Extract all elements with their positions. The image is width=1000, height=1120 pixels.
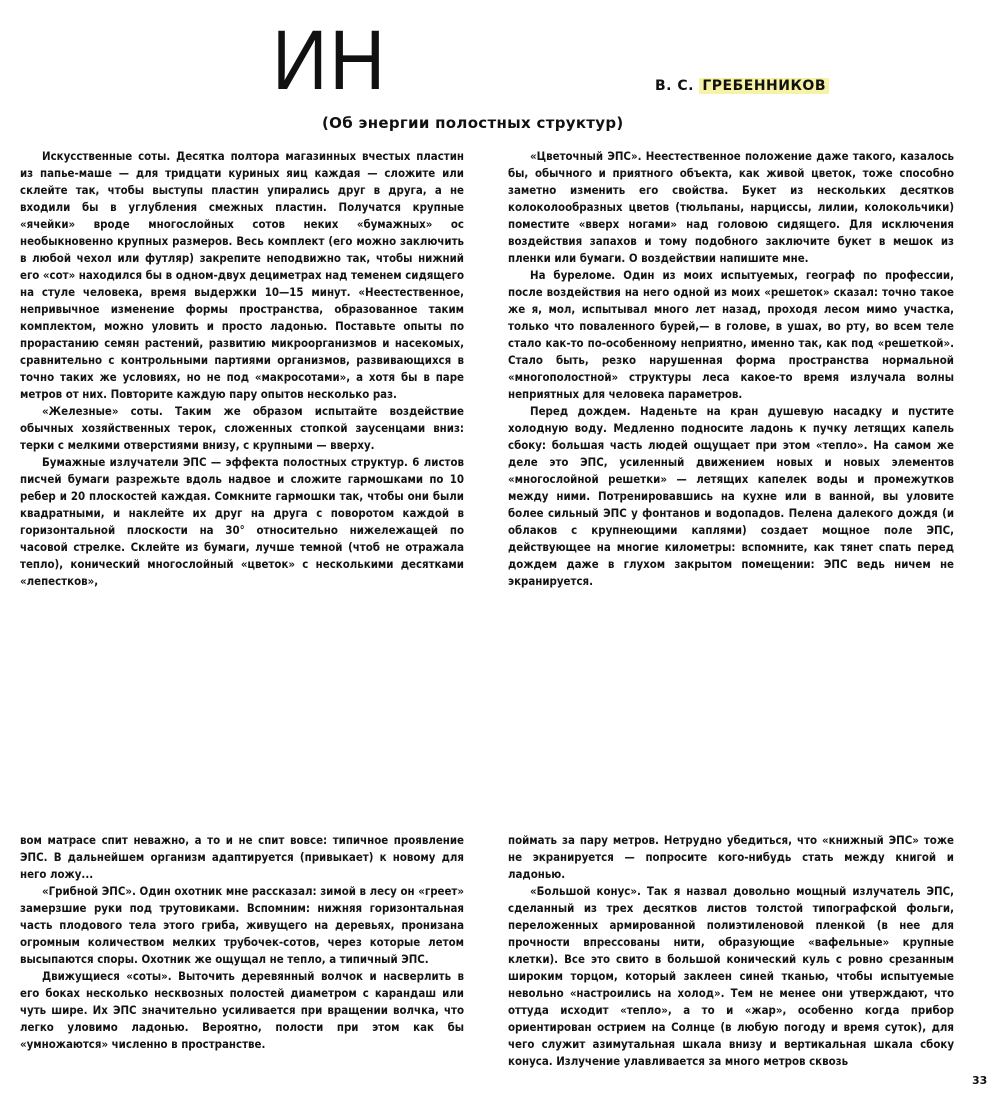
paragraph-lead: Бумажные излучатели bbox=[42, 455, 179, 469]
column-bottom-left bbox=[20, 832, 464, 1100]
column-top-right bbox=[508, 148, 954, 675]
logo: ИН bbox=[272, 13, 388, 107]
author-byline bbox=[655, 78, 829, 94]
paragraph-text: Выточить деревянный волчок и насверлить в его боках несколько несквозных полостей диаметром с карандаш или чуть шире. Их ЭПС значительно усиливается при вращении волчка, что легко уловимо ладонью. Вероятно, полости при этом как бы «умножаются» численно в пространстве. bbox=[20, 969, 464, 1051]
paragraph bbox=[20, 403, 464, 454]
paragraph-text: Наденьте на кран душевую насадку и пустите холодную воду. Медленно подносите ладонь к пучку летящих капель сбоку: большая часть людей ощущает при этом «тепло». На самом же деле это ЭПС, усиленный движением новых и новых элементов «многослойной решетки» — летящих капелек воды и промежутков между ними. Потренировавшись на кухне или в ванной, вы уловите более сильный ЭПС у фонтанов и водопадов. Пелена далекого дождя (и облаков с крупнеющими каплями) создает мощное поле ЭПС, действующее на многие километры: вспомните, как тянет спать перед дождем даже в глухом закрытом помещении: ЭПС ведь ничем не экранируется. bbox=[508, 404, 954, 588]
column-top-left bbox=[20, 148, 464, 675]
paragraph-lead: «Большой конус». bbox=[530, 884, 641, 898]
paragraph-text: Так я назвал довольно мощный излучатель ЭПС, сделанный из трех десятков листов толстой типографской фольги, переложенных армированной полиэтиленовой пленкой (в нее для прочности впрессованы нити, образующие «вафельные» крупные клетки). Все это свито в большой конический куль с ровно срезанным широким торцом, который заклеен синей тканью, чтобы испытуемые невольно «настроились на холод». Тем не менее они утверждают, что оттуда исходит «тепло», а то и «жар», особенно когда прибор ориентирован острием на Солнце (в любую погоду и время суток), для чего служит азимутальная шкала внизу и вертикальная шкала сбоку конуса. Излучение улавливается за много метров сквозь bbox=[508, 884, 954, 1068]
author-initials: В. С. bbox=[655, 78, 694, 94]
paragraph-text: Неестественное положение даже такого, казалось бы, обычного и приятного объекта, как живой цветок, тоже способно заметно изменить его свойства. Букет из нескольких десятков колоколообразных цветов (тюльпаны, нарциссы, лилии, колокольчики) поместите «вверх ногами» над головою сидящего. Для исключения воздействия запахов и тому подобного заключите букет в мешок из пленки или бумаги. О воздействии напишите мне. bbox=[508, 149, 954, 265]
article-subtitle: (Об энергии полостных структур) bbox=[322, 114, 624, 132]
paragraph-text: ЭПС — эффекта полостных структур. 6 листов писчей бумаги разрежьте вдоль надвое и сложите гармошками по 10 ребер и 20 плоскостей каждая. Сомкните гармошки так, чтобы они были квадратными, и наклейте их друг на друга с поворотом каждой в горизонтальной плоскости на 30° относительно нижележащей по часовой стрелке. Склейте из бумаги, лучше темной (чтоб не отражала тепло), конический многослойный «цветок» с несколькими десятками «лепестков», bbox=[20, 455, 464, 588]
paragraph-lead: На буреломе. bbox=[530, 268, 616, 282]
paragraph bbox=[508, 403, 954, 590]
paragraph-lead: Перед дождем. bbox=[530, 404, 631, 418]
author-surname: ГРЕБЕННИКОВ bbox=[699, 78, 829, 94]
paragraph bbox=[508, 832, 954, 883]
paragraph bbox=[20, 454, 464, 590]
paragraph bbox=[20, 832, 464, 883]
paragraph-lead: Движущиеся «соты». bbox=[42, 969, 172, 983]
page-number: 33 bbox=[972, 1074, 988, 1087]
paragraph-lead: «Железные» соты. bbox=[42, 404, 163, 418]
paragraph-text: Таким же образом испытайте воздействие обычных хозяйственных терок, сложенных стопкой заусенцами вниз: терки с мелкими отверстиями внизу, с крупными — вверху. bbox=[20, 404, 464, 452]
paragraph-text: Один охотник мне рассказал: зимой в лесу он «греет» замерзшие руки под трутовиками. Вспомним: нижняя горизонтальная часть плодового тела этого гриба, живущего на деревьях, пронизана огромным количеством мелких трубочек-сотов, через которые летом высыпаются споры. Охотник же ощущал не тепло, а типичный ЭПС. bbox=[20, 884, 464, 966]
paragraph-text: Один из моих испытуемых, географ по профессии, после воздействия на него одной из моих «решеток» сказал: точно такое же я, мол, испытывал много лет назад, проходя лесом мимо участка, только что поваленного бурей,— в голове, в ушах, во рту, во всем теле стало как-то по-особенному неприятно, именно так, как под «решеткой». Стало быть, резко нарушенная форма пространства нормальной «многополостной» структуры леса какое-то время излучала волны неприятных для человека параметров. bbox=[508, 268, 954, 401]
paragraph-lead: «Цветочный ЭПС». bbox=[530, 149, 642, 163]
paragraph bbox=[20, 148, 464, 403]
paragraph-text: Десятка полтора магазинных вчестых пластин из папье-маше — для тридцати куриных яиц каждая — сложите или склейте так, чтобы выступы пластин упирались друг в друга, а не входили бы в углубления смежных пластин. Получатся крупные «ячейки» вроде многослойных сотов неких «бумажных» ос необыкновенно крупных размеров. Весь комплект (его можно заключить в любой чехол или футляр) закрепите неподвижно так, чтобы нижний его «сот» находился бы в одном-двух дециметрах над теменем сидящего на стуле человека, время выдержки 10—15 минут. «Неестественное, непривычное изменение формы пространства, образованное таким комплектом, можно уловить и просто ладонью. Поставьте опыты по прорастанию семян растений, развитию микроорганизмов и насекомых, сравнительно с контрольными партиями организмов, развивающихся в точно таких же условиях, но не под «макросотами», а хотя бы в паре метров от них. Повторите каждую пару опытов несколько раз. bbox=[20, 149, 464, 401]
paragraph bbox=[20, 968, 464, 1053]
paragraph bbox=[508, 148, 954, 267]
column-bottom-right bbox=[508, 832, 954, 1100]
paragraph-text: вом матрасе спит неважно, а то и не спит вовсе: типичное проявление ЭПС. В дальнейшем организм адаптируется (привыкает) к новому для него ложу... bbox=[20, 833, 464, 881]
paragraph bbox=[508, 267, 954, 403]
paragraph-text: поймать за пару метров. Нетрудно убедиться, что «книжный ЭПС» тоже не экранируется — попросите кого-нибудь стать между книгой и ладонью. bbox=[508, 833, 954, 881]
paragraph-lead: «Грибной ЭПС». bbox=[42, 884, 136, 898]
paragraph-lead: Искусственные соты. bbox=[42, 149, 171, 163]
paragraph bbox=[508, 883, 954, 1070]
paragraph bbox=[20, 883, 464, 968]
